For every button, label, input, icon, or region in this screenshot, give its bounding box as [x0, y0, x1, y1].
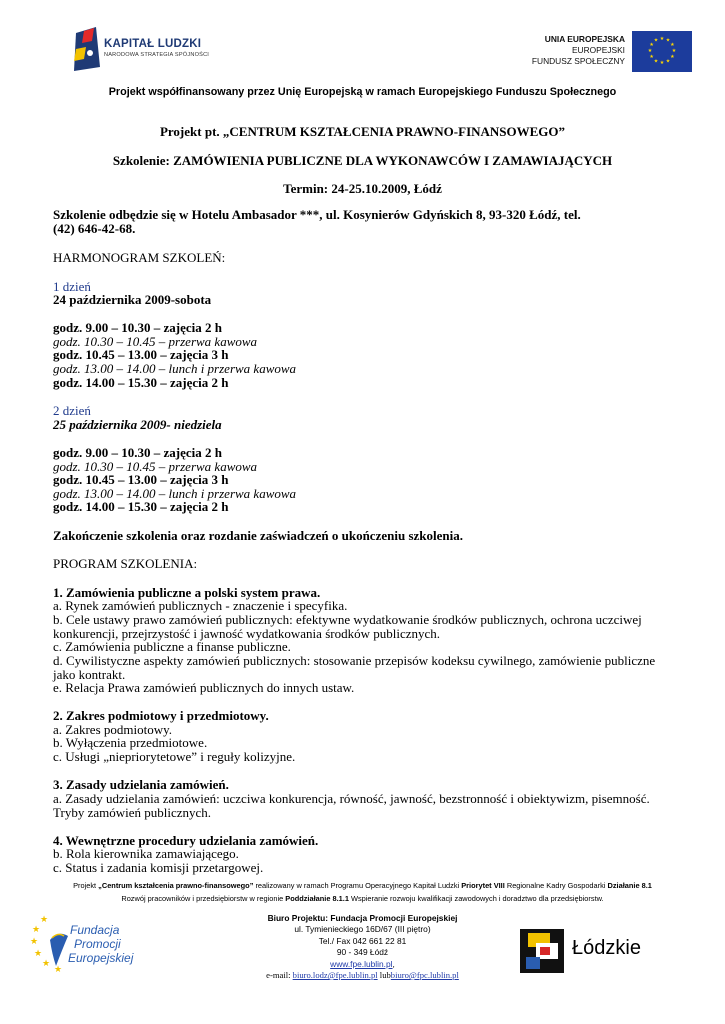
email-label: e-mail:	[266, 970, 293, 981]
program-section-2-item: b. Wyłączenia przedmiotowe.	[53, 735, 208, 750]
closing-statement: Zakończenie szkolenia oraz rozdanie zaświadczeń o ukończeniu szkolenia.	[53, 528, 463, 543]
kapital-ludzki-subtitle: NARODOWA STRATEGIA SPÓJNOŚCI	[104, 52, 210, 58]
fpe-logo-line3: Europejskiej	[68, 951, 134, 965]
svg-text:★: ★	[31, 925, 41, 935]
email-link-lodz[interactable]: biuro.lodz@fpe.lublin.pl	[292, 970, 378, 981]
day-2-slot-3: godz. 10.45 – 13.00 – zajęcia 3 h	[53, 472, 229, 487]
footer-note-text: Wspieranie rozwoju kwalifikacji zawodowych i doradztwo dla przedsiębiorstw.	[348, 894, 604, 903]
project-title: Projekt pt. „CENTRUM KSZTAŁCENIA PRAWNO-FINANSOWEGO”	[159, 124, 566, 139]
svg-text:★: ★	[647, 48, 653, 54]
svg-text:★: ★	[659, 36, 665, 42]
program-section-4-item: c. Status i zadania komisji przetargowej.	[53, 860, 264, 875]
day-1-slot-4: godz. 13.00 – 14.00 – lunch i przerwa kawowa	[53, 361, 297, 376]
day-2-slot-4: godz. 13.00 – 14.00 – lunch i przerwa kawowa	[53, 486, 297, 501]
fpe-logo-line2: Promocji	[74, 937, 121, 951]
program-section-1-item: jako kontrakt.	[53, 667, 126, 682]
svg-text:★: ★	[659, 60, 665, 66]
footer-note-text: realizowany w ramach Programu Operacyjnego Kapitał Ludzki	[253, 881, 462, 890]
program-section-4-item: b. Rola kierownika zamawiającego.	[53, 846, 239, 861]
kapital-ludzki-emblem-icon	[70, 27, 106, 71]
day-1-label: 1 dzień	[53, 279, 91, 294]
email-separator: lub	[377, 970, 391, 981]
program-section-3-title: 3. Zasady udzielania zamówień.	[53, 777, 229, 792]
program-heading: PROGRAM SZKOLENIA:	[53, 556, 198, 571]
footer-note-line-1	[40, 879, 685, 892]
svg-text:★: ★	[649, 42, 654, 48]
day-1-date: 24 października 2009-sobota	[53, 292, 212, 307]
program-section-2-item: a. Zakres podmiotowy.	[53, 722, 173, 737]
day-2-date: 25 października 2009- niedziela	[53, 417, 222, 432]
venue-line-1: Szkolenie odbędzie się w Hotelu Ambasador ***, ul. Kosynierów Gdyńskich 8, 93-320 Łódź, tel.	[53, 207, 581, 222]
footer-note-text: Rozwój pracowników i przedsiębiorstw w regionie	[121, 894, 286, 903]
training-term: Termin: 24-25.10.2009, Łódź	[283, 181, 442, 196]
kapital-ludzki-title: KAPITAŁ LUDZKI	[104, 38, 202, 50]
footer-note-line-2	[40, 892, 685, 905]
svg-text:★: ★	[665, 58, 671, 65]
footer-note-priority: Priorytet VIII	[461, 881, 505, 890]
svg-text:★: ★	[33, 949, 43, 959]
program-section-1-item: e. Relacja Prawa zamówień publicznych do innych ustaw.	[53, 680, 355, 695]
svg-text:★: ★	[39, 915, 49, 925]
eu-flag-icon	[632, 31, 692, 72]
svg-text:★: ★	[653, 37, 659, 44]
cofinancing-statement: Projekt współfinansowany przez Unię Europejską w ramach Europejskiego Funduszu Społecznego	[108, 86, 617, 98]
eu-label-line3: FUNDUSZ SPOŁECZNY	[531, 56, 625, 66]
website-link[interactable]: www.fpe.lublin.pl	[330, 958, 393, 969]
eu-label-line2: EUROPEJSKI	[571, 45, 625, 55]
svg-text:★: ★	[671, 48, 677, 54]
website-suffix: ,	[392, 958, 395, 969]
footer-note-subaction: Poddziałanie 8.1.1	[285, 894, 349, 903]
office-city: 90 - 349 Łódź	[336, 947, 389, 958]
day-2-slot-1: godz. 9.00 – 10.30 – zajęcia 2 h	[53, 445, 222, 460]
footer-note-text: Regionalne Kadry Gospodarki	[504, 881, 608, 890]
training-title: Szkolenie: ZAMÓWIENIA PUBLICZNE DLA WYKONAWCÓW I ZAMAWIAJĄCYCH	[112, 153, 613, 168]
program-section-2-item: c. Usługi „niepriorytetowe” i reguły kolizyjne.	[53, 749, 296, 764]
footer-note-project-name: „Centrum kształcenia prawno-finansowego”	[98, 881, 254, 890]
footer-note-text: Projekt	[73, 881, 99, 890]
day-2-slot-2: godz. 10.30 – 10.45 – przerwa kawowa	[53, 459, 258, 474]
footer-note-action: Działanie 8.1	[607, 881, 652, 890]
day-2-label: 2 dzień	[53, 403, 91, 418]
day-1-slot-5: godz. 14.00 – 15.30 – zajęcia 2 h	[53, 375, 229, 390]
svg-text:★: ★	[653, 58, 659, 65]
office-title: Biuro Projektu: Fundacja Promocji Europejskiej	[267, 913, 458, 923]
svg-text:★: ★	[29, 937, 39, 947]
email-link-biuro[interactable]: biuro@fpc.lublin.pl	[390, 970, 459, 981]
fpe-logo-line1: Fundacja	[70, 923, 120, 937]
program-section-1-item: c. Zamówienia publiczne a finanse publiczne.	[53, 639, 291, 654]
eu-label	[532, 34, 625, 67]
program-section-3-item: a. Zasady udzielania zamówień: uczciwa konkurencja, równość, jawność, bezstronność i obiektywizm, pisemność.	[53, 791, 650, 806]
svg-text:★: ★	[53, 965, 63, 975]
svg-text:★: ★	[670, 42, 675, 48]
program-section-4-title: 4. Wewnętrzne procedury udzielania zamówień.	[53, 833, 319, 848]
program-section-1-item: a. Rynek zamówień publicznych - znaczenie i specyfika.	[53, 598, 348, 613]
lodzkie-logo-text: Łódzkie	[572, 937, 641, 959]
svg-text:★: ★	[41, 959, 51, 969]
program-section-1-item: konkurencji, przejrzystość i jawność wydatkowania środków publicznych.	[53, 626, 441, 641]
program-section-1-title: 1. Zamówienia publiczne a polski system prawa.	[53, 585, 321, 600]
svg-text:★: ★	[649, 54, 654, 60]
svg-text:★: ★	[670, 54, 675, 60]
program-section-1-item: d. Cywilistyczne aspekty zamówień publicznych: stosowanie przepisów kodeksu cywilnego, zamówienie publiczne	[53, 653, 656, 668]
day-2-slot-5: godz. 14.00 – 15.30 – zajęcia 2 h	[53, 499, 229, 514]
program-section-2-title: 2. Zakres podmiotowy i przedmiotowy.	[53, 708, 269, 723]
day-1-slot-3: godz. 10.45 – 13.00 – zajęcia 3 h	[53, 347, 229, 362]
venue-line-2: (42) 646-42-68.	[53, 221, 136, 236]
eu-label-line1: UNIA EUROPEJSKA	[544, 34, 625, 44]
program-section-1-item: b. Cele ustawy prawo zamówień publicznych: efektywne wydatkowanie środków publicznych, ochrona uczciwej	[53, 612, 642, 627]
day-1-slot-2: godz. 10.30 – 10.45 – przerwa kawowa	[53, 334, 258, 349]
office-street: ul. Tymienieckiego 16D/67 (III piętro)	[294, 924, 431, 935]
schedule-heading: HARMONOGRAM SZKOLEŃ:	[53, 250, 226, 265]
day-1-slot-1: godz. 9.00 – 10.30 – zajęcia 2 h	[53, 320, 222, 335]
svg-text:★: ★	[665, 37, 671, 44]
footer-project-note	[40, 879, 685, 905]
program-section-3-item: Tryby zamówień publicznych.	[53, 805, 212, 820]
office-phone: Tel./ Fax 042 661 22 81	[318, 935, 407, 946]
